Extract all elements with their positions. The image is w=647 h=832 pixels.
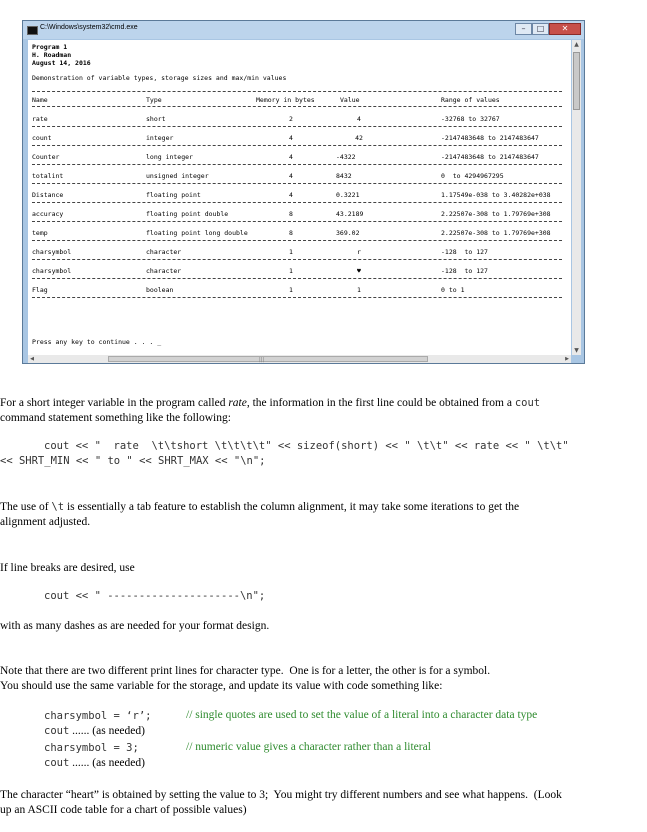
header-line: Program 1 bbox=[32, 43, 68, 51]
column-header: Name bbox=[32, 96, 48, 104]
text: The character “heart” is obtained by setting the value to 3; You might try different numbers and see what happens. (Look bbox=[0, 789, 562, 801]
table-cell: 0 to 4294967295 bbox=[441, 172, 504, 180]
table-cell: 4 bbox=[289, 191, 293, 199]
table-cell: 4 bbox=[289, 153, 293, 161]
text: command statement something like the following: bbox=[0, 412, 231, 424]
console-window bbox=[22, 20, 585, 364]
grip-icon: ||| bbox=[259, 357, 265, 363]
table-cell: short bbox=[146, 115, 166, 123]
scroll-up-arrow-icon[interactable]: ▲ bbox=[574, 41, 579, 48]
inline-code: cout bbox=[514, 397, 541, 409]
table-cell: 1 bbox=[289, 267, 293, 275]
table-cell: 1 bbox=[289, 248, 293, 256]
text: ...... (as needed) bbox=[72, 725, 145, 737]
table-cell: integer bbox=[146, 134, 174, 142]
text: , the information in the first line could be obtained from a bbox=[246, 397, 515, 409]
text: Note that there are two different print lines for character type. One is for a letter, the other is for a symbol. bbox=[0, 665, 491, 677]
text: You should use the same variable for the storage, and update its value with code something like: bbox=[0, 680, 443, 692]
code-line bbox=[0, 455, 266, 467]
maximize-button[interactable]: □ bbox=[532, 23, 549, 35]
table-cell: 4 bbox=[357, 115, 361, 123]
text: The use of bbox=[0, 501, 52, 513]
table-cell: accuracy bbox=[32, 210, 64, 218]
inline-code: \t bbox=[51, 501, 65, 513]
code-line: charsymbol = 3; bbox=[44, 742, 139, 754]
table-cell: -32768 to 32767 bbox=[441, 115, 500, 123]
row-divider bbox=[32, 126, 562, 127]
table-cell: ♥ bbox=[357, 267, 361, 275]
table-cell: 0.3221 bbox=[336, 191, 360, 199]
column-header: Value bbox=[340, 96, 360, 104]
table-cell: 1 bbox=[289, 286, 293, 294]
table-cell: 1 bbox=[357, 286, 361, 294]
table-cell: 43.2189 bbox=[336, 210, 364, 218]
table-cell: -128 to 127 bbox=[441, 248, 488, 256]
table-cell: 42 bbox=[355, 134, 363, 142]
horizontal-scrollbar[interactable] bbox=[28, 355, 571, 363]
row-divider bbox=[32, 221, 562, 222]
paragraph-rate bbox=[0, 396, 647, 426]
vertical-scrollbar[interactable] bbox=[572, 40, 581, 355]
table-cell: r bbox=[357, 248, 361, 256]
table-cell: 8432 bbox=[336, 172, 352, 180]
divider bbox=[32, 106, 562, 107]
table-cell: -2147483648 to 2147483647 bbox=[441, 134, 539, 142]
vertical-scroll-thumb[interactable] bbox=[573, 52, 580, 110]
paragraph-char-type bbox=[0, 664, 647, 694]
table-cell: 0 to 1 bbox=[441, 286, 465, 294]
row-divider bbox=[32, 145, 562, 146]
header-line: August 14, 2016 bbox=[32, 59, 91, 67]
close-button[interactable]: ✕ bbox=[549, 23, 581, 35]
table-cell: unsigned integer bbox=[146, 172, 209, 180]
table-cell: count bbox=[32, 134, 52, 142]
table-cell: 4 bbox=[289, 134, 293, 142]
code-text: cout bbox=[44, 725, 70, 737]
table-cell: floating point bbox=[146, 191, 201, 199]
row-divider bbox=[32, 278, 562, 279]
cmd-app-icon bbox=[27, 26, 38, 35]
scroll-left-arrow-icon[interactable]: ◀ bbox=[30, 356, 34, 362]
table-cell: 2.22507e-308 to 1.79769e+308 bbox=[441, 229, 551, 237]
table-cell: character bbox=[146, 248, 182, 256]
table-cell: -128 to 127 bbox=[441, 267, 488, 275]
row-divider bbox=[32, 202, 562, 203]
title-bar[interactable] bbox=[23, 21, 584, 39]
text-emphasis: rate bbox=[228, 397, 247, 409]
table-cell: character bbox=[146, 267, 182, 275]
window-title: C:\Windows\system32\cmd.exe bbox=[40, 24, 138, 31]
row-divider bbox=[32, 259, 562, 260]
paragraph-heart bbox=[0, 788, 647, 818]
text: up an ASCII code table for a chart of possible values) bbox=[0, 804, 247, 816]
table-cell: charsymbol bbox=[32, 248, 72, 256]
text: For a short integer variable in the program called bbox=[0, 397, 229, 409]
code-line bbox=[44, 757, 145, 769]
code-comment: // numeric value gives a character rather than a literal bbox=[186, 741, 431, 753]
code-comment: // single quotes are used to set the value of a literal into a character data type bbox=[186, 709, 538, 721]
table-cell: Counter bbox=[32, 153, 60, 161]
text: ...... (as needed) bbox=[72, 757, 145, 769]
scroll-down-arrow-icon[interactable]: ▼ bbox=[574, 347, 579, 354]
table-cell: -2147483648 to 2147483647 bbox=[441, 153, 539, 161]
table-cell: -4322 bbox=[336, 153, 356, 161]
table-cell: floating point long double bbox=[146, 229, 248, 237]
table-cell: 8 bbox=[289, 210, 293, 218]
paragraph-line-breaks: If line breaks are desired, use bbox=[0, 562, 135, 574]
header-line: H. Roadman bbox=[32, 51, 72, 59]
code-line bbox=[44, 440, 569, 452]
console-output bbox=[28, 40, 571, 355]
paragraph-tab bbox=[0, 500, 647, 530]
table-cell: charsymbol bbox=[32, 267, 72, 275]
row-divider bbox=[32, 297, 562, 298]
column-header: Memory in bytes bbox=[256, 96, 315, 104]
row-divider bbox=[32, 183, 562, 184]
horizontal-scroll-thumb[interactable] bbox=[108, 356, 428, 362]
table-cell: temp bbox=[32, 229, 48, 237]
row-divider bbox=[32, 164, 562, 165]
table-cell: 1.17549e-038 to 3.40282e+038 bbox=[441, 191, 551, 199]
column-header: Type bbox=[146, 96, 162, 104]
code-text: << SHRT_MIN << " to " << SHRT_MAX << "\n"; bbox=[0, 455, 266, 467]
table-cell: 2 bbox=[289, 115, 293, 123]
column-header: Range of values bbox=[441, 96, 500, 104]
table-cell: Distance bbox=[32, 191, 64, 199]
table-cell: long integer bbox=[146, 153, 193, 161]
divider bbox=[32, 91, 562, 92]
table-cell: 2.22507e-308 to 1.79769e+308 bbox=[441, 210, 551, 218]
paragraph-dashes: with as many dashes as are needed for your format design. bbox=[0, 620, 270, 632]
table-cell: 8 bbox=[289, 229, 293, 237]
code-line: cout << " ---------------------\n"; bbox=[44, 590, 266, 602]
table-cell: rate bbox=[32, 115, 48, 123]
text: alignment adjusted. bbox=[0, 516, 91, 528]
table-cell: floating point double bbox=[146, 210, 229, 218]
table-cell: boolean bbox=[146, 286, 174, 294]
table-cell: totalint bbox=[32, 172, 64, 180]
minimize-button[interactable]: – bbox=[515, 23, 532, 35]
table-cell: Flag bbox=[32, 286, 48, 294]
text: is essentially a tab feature to establish the column alignment, it may take some iterations to get the bbox=[64, 501, 520, 513]
code-line: charsymbol = ‘r’; bbox=[44, 710, 152, 722]
table-cell: 369.02 bbox=[336, 229, 360, 237]
scroll-right-arrow-icon[interactable]: ▶ bbox=[565, 356, 569, 362]
code-text: cout bbox=[44, 757, 70, 769]
row-divider bbox=[32, 240, 562, 241]
continue-prompt: Press any key to continue . . . _ bbox=[32, 338, 162, 346]
code-text: cout << " rate \t\tshort \t\t\t\t" << sizeof(short) << " \t\t" << rate << " \t\t" bbox=[44, 440, 569, 452]
description-line: Demonstration of variable types, storage sizes and max/min values bbox=[32, 74, 287, 82]
code-line bbox=[44, 725, 145, 737]
table-cell: 4 bbox=[289, 172, 293, 180]
